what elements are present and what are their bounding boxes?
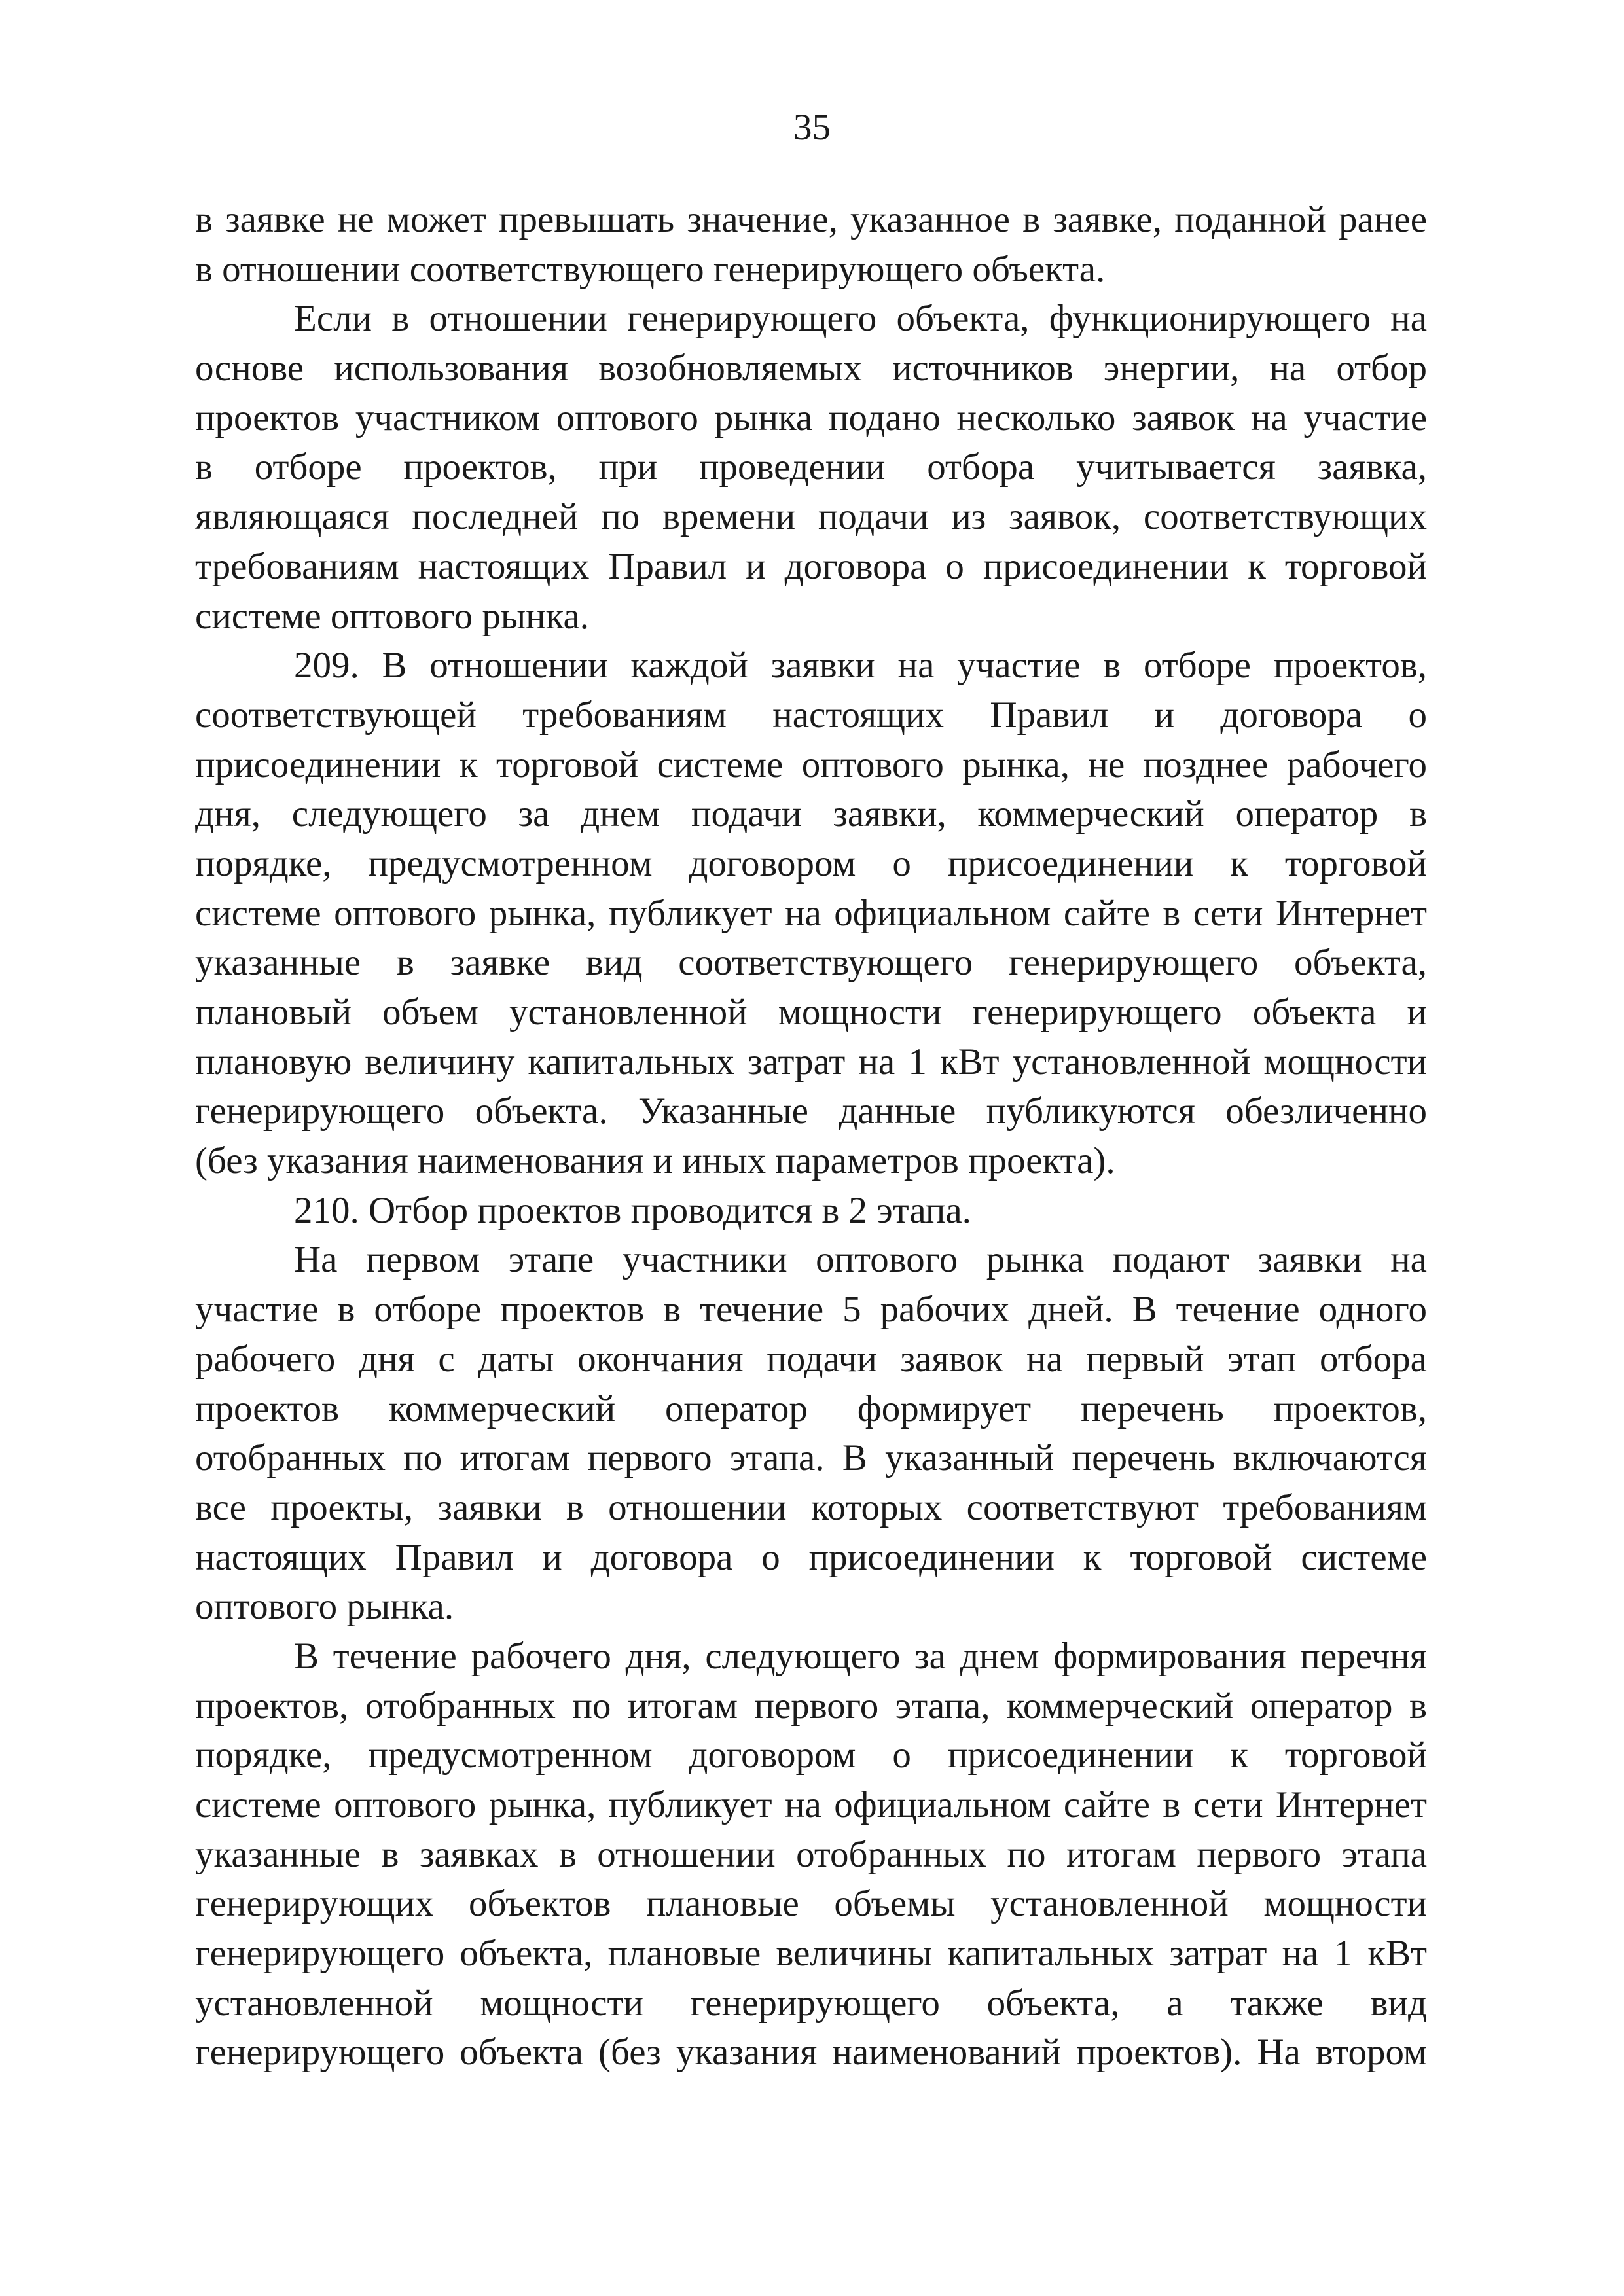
text-line: рабочего дня с даты окончания подачи заявок на первый этап отбора — [195, 1338, 1427, 1380]
text-line: В течение рабочего дня, следующего за днем формирования перечня — [294, 1635, 1427, 1677]
text-line: системе оптового рынка. — [195, 595, 590, 637]
text-line: указанные в заявках в отношении отобранных по итогам первого этапа — [195, 1833, 1427, 1875]
text-line: основе использования возобновляемых источников энергии, на отбор — [195, 348, 1427, 389]
document-body — [195, 195, 1427, 2077]
text-line: порядке, предусмотренном договором о присоединении к торговой — [195, 842, 1427, 884]
text-line: в заявке не может превышать значение, указанное в заявке, поданной ранее — [195, 199, 1427, 240]
text-line: в отношении соответствующего генерирующего объекта. — [195, 248, 1106, 290]
text-line: 209. В отношении каждой заявки на участие в отборе проектов, — [294, 645, 1427, 687]
text-line: 210. Отбор проектов проводится в 2 этапа. — [294, 1189, 971, 1231]
text-line: (без указания наименования и иных параметров проекта). — [195, 1140, 1115, 1182]
text-line: все проекты, заявки в отношении которых соответствуют требованиям — [195, 1486, 1427, 1528]
text-line: плановую величину капитальных затрат на 1 кВт установленной мощности — [195, 1041, 1427, 1083]
text-line: настоящих Правил и договора о присоединении к торговой системе — [195, 1536, 1427, 1578]
text-line: порядке, предусмотренном договором о присоединении к торговой — [195, 1734, 1427, 1776]
text-line: генерирующего объекта (без указания наименований проектов). На втором — [195, 2032, 1427, 2073]
text-line: требованиям настоящих Правил и договора о присоединении к торговой — [195, 545, 1427, 587]
text-line: указанные в заявке вид соответствующего генерирующего объекта, — [195, 942, 1427, 984]
text-line: проектов участником оптового рынка подано несколько заявок на участие — [195, 397, 1427, 439]
text-line: соответствующей требованиям настоящих Правил и договора о — [195, 694, 1427, 736]
text-line: дня, следующего за днем подачи заявки, коммерческий оператор в — [195, 793, 1427, 835]
text-line: генерирующего объекта. Указанные данные публикуются обезличенно — [195, 1090, 1427, 1132]
page-number: 35 — [793, 107, 831, 148]
text-line: системе оптового рынка, публикует на официальном сайте в сети Интернет — [195, 1784, 1427, 1825]
text-line: оптового рынка. — [195, 1586, 454, 1628]
text-line: проектов, отобранных по итогам первого этапа, коммерческий оператор в — [195, 1685, 1427, 1727]
text-line: присоединении к торговой системе оптового рынка, не позднее рабочего — [195, 744, 1427, 785]
text-line: являющаяся последней по времени подачи из заявок, соответствующих — [195, 496, 1427, 538]
text-line: проектов коммерческий оператор формирует перечень проектов, — [195, 1388, 1427, 1429]
text-line: На первом этапе участники оптового рынка подают заявки на — [294, 1239, 1427, 1281]
text-line: плановый объем установленной мощности генерирующего объекта и — [195, 992, 1427, 1033]
text-line: отобранных по итогам первого этапа. В указанный перечень включаются — [195, 1437, 1427, 1479]
text-line: генерирующих объектов плановые объемы установленной мощности — [195, 1883, 1427, 1925]
text-line: Если в отношении генерирующего объекта, функционирующего на — [294, 298, 1427, 340]
text-line: системе оптового рынка, публикует на официальном сайте в сети Интернет — [195, 892, 1427, 934]
text-line: участие в отборе проектов в течение 5 рабочих дней. В течение одного — [195, 1289, 1427, 1331]
text-line: генерирующего объекта, плановые величины капитальных затрат на 1 кВт — [195, 1933, 1427, 1975]
text-line: установленной мощности генерирующего объекта, а также вид — [195, 1982, 1427, 2024]
text-line: в отборе проектов, при проведении отбора учитывается заявка, — [195, 446, 1427, 488]
